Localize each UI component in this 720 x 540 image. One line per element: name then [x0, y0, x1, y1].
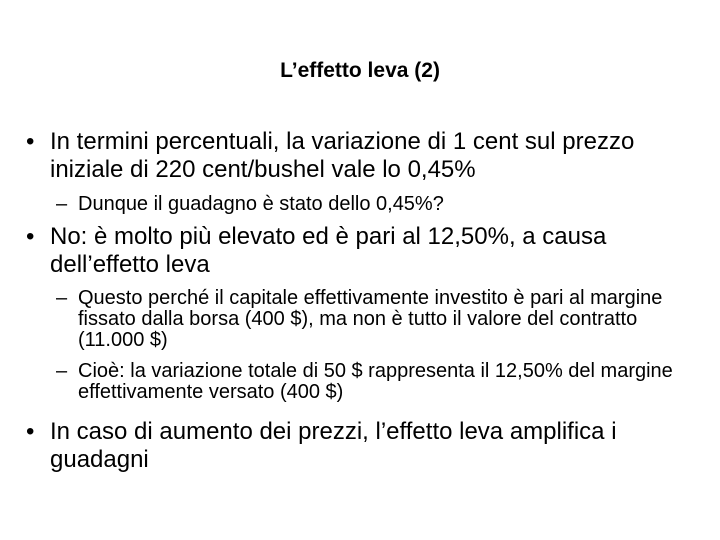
bullet-3	[26, 418, 706, 474]
dash-marker: –	[56, 193, 68, 215]
bullet-marker: •	[26, 223, 35, 250]
dash-marker: –	[56, 360, 68, 382]
bullet-2	[26, 223, 706, 279]
sub-bullet-text: Questo perché il capitale effettivamente investito è pari al margine fissato dalla borsa (400 $), ma non è tutto il valore del contratto (11.000 $)	[78, 287, 663, 351]
sub-bullet-2-1	[56, 288, 696, 351]
bullet-text: No: è molto più elevato ed è pari al 12,50%, a causa dell’effetto leva	[50, 223, 607, 278]
sub-bullet-text: Cioè: la variazione totale di 50 $ rappresenta il 12,50% del margine effettivamente versato (400 $)	[78, 360, 673, 403]
bullet-marker: •	[26, 128, 35, 155]
sub-bullet-2-2	[56, 361, 696, 403]
bullet-1	[26, 128, 706, 184]
bullet-text: In termini percentuali, la variazione di 1 cent sul prezzo iniziale di 220 cent/bushel vale lo 0,45%	[50, 128, 635, 183]
bullet-text: In caso di aumento dei prezzi, l’effetto leva amplifica i guadagni	[50, 418, 617, 473]
slide-title: L’effetto leva (2)	[280, 59, 440, 82]
sub-bullet-text: Dunque il guadagno è stato dello 0,45%?	[78, 193, 444, 215]
sub-bullet-1-1	[56, 194, 696, 215]
dash-marker: –	[56, 287, 68, 309]
bullet-marker: •	[26, 418, 35, 445]
